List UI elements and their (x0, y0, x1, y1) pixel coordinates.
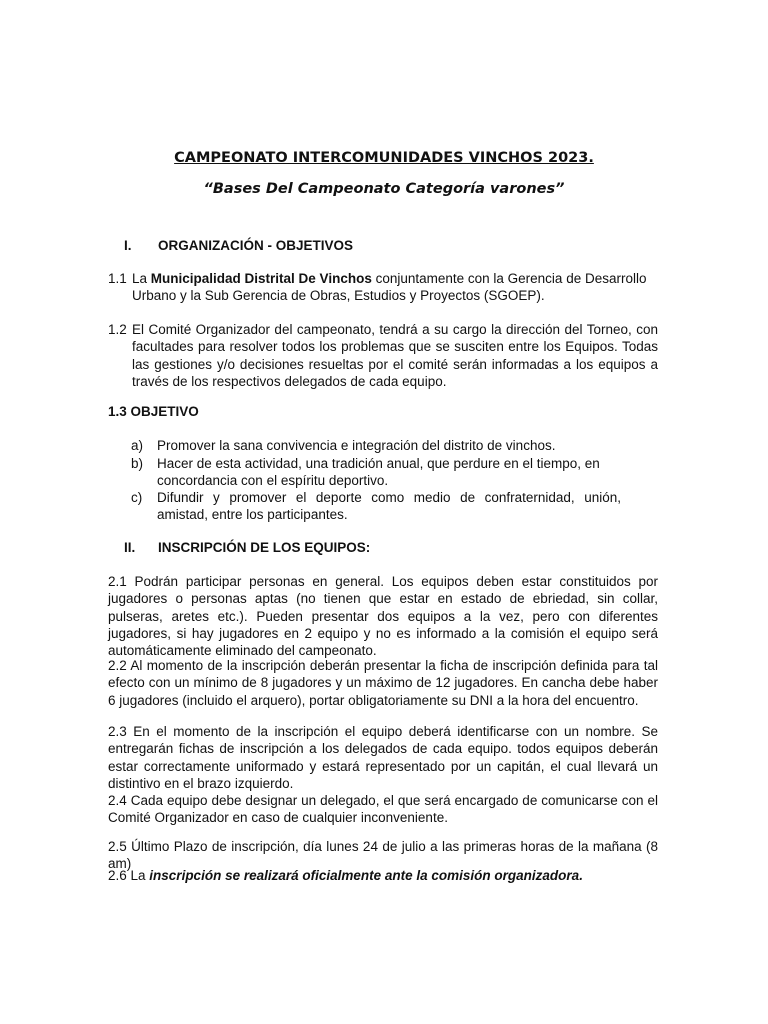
objetivo-item-a-letter: a) (131, 438, 144, 453)
section-2-number: II. (124, 540, 136, 555)
section-1-title: ORGANIZACIÓN - OBJETIVOS (158, 238, 354, 253)
objetivo-item-b-letter: b) (131, 456, 144, 471)
objetivo-item-a-text: Promover la sana convivencia e integración del distrito de vinchos. (157, 438, 556, 453)
paragraph-2-6 (108, 867, 658, 884)
paragraph-1-2 (108, 321, 658, 390)
section-1-number: I. (124, 238, 132, 253)
paragraph-1-1-post: conjuntamente con la Gerencia de Desarrollo Urbano y la Sub Gerencia de Obras, Estudios y Proyectos (SGOEP). (132, 271, 647, 304)
paragraph-1-1-number: 1.1 (108, 271, 127, 286)
paragraph-2-6-pre: 2.6 La (108, 868, 150, 883)
objetivo-item-a (131, 437, 659, 454)
document-subtitle: “Bases Del Campeonato Categoría varones” (203, 181, 565, 197)
paragraph-2-5: 2.5 Último Plazo de inscripción, día lunes 24 de julio a las primeras horas de la mañana (8 am) (108, 839, 658, 872)
objetivo-item-c-text: Difundir y promover el deporte como medio de confraternidad, unión, amistad, entre los participantes. (157, 490, 621, 523)
paragraph-1-1-pre: La (132, 271, 151, 286)
paragraph-1-1 (108, 270, 658, 305)
paragraph-1-1-bold: Municipalidad Distrital De Vinchos (150, 271, 372, 286)
objetivo-item-c-letter: c) (131, 490, 143, 505)
objetivo-item-b (131, 455, 659, 490)
section-2-title: INSCRIPCIÓN DE LOS EQUIPOS: (158, 540, 371, 555)
paragraph-2-6-emphasis: inscripción se realizará oficialmente ante la comisión organizadora. (149, 868, 583, 883)
paragraph-2-4: 2.4 Cada equipo debe designar un delegado, el que será encargado de comunicarse con el Comité Organizador en caso de cualquier inconveniente. (108, 793, 658, 826)
objetivo-item-c (131, 489, 621, 524)
paragraph-1-2-number: 1.2 (108, 322, 127, 337)
paragraph-2-2: 2.2 Al momento de la inscripción deberán presentar la ficha de inscripción definida para tal efecto con un mínimo de 8 jugadores y un máximo de 12 jugadores. En cancha debe haber 6 jugadores (incluido el arquero), portar obligatoriamente su DNI a la hora del encuentro. (108, 658, 658, 708)
paragraph-1-2-text: El Comité Organizador del campeonato, tendrá a su cargo la dirección del Torneo, con facultades para resolver todos los problemas que se susciten entre los Equipos. Todas las gestiones y/o decisiones resueltas por el comité serán informadas a los equipos a través de los respectivos delegados de cada equipo. (132, 322, 658, 389)
document-title: CAMPEONATO INTERCOMUNIDADES VINCHOS 2023. (174, 150, 594, 166)
objetivo-heading: 1.3 OBJETIVO (108, 404, 199, 419)
paragraph-2-1: 2.1 Podrán participar personas en general. Los equipos deben estar constituidos por jugadores o personas aptas (no tienen que estar en estado de ebriedad, sin collar, pulseras, aretes etc.). Pueden presentar dos equipos a la vez, pero con diferentes jugadores, si hay jugadores en 2 equipo y no es informado a la comisión el equipo será automáticamente eliminado del campeonato. (108, 574, 658, 659)
objetivo-item-b-text: Hacer de esta actividad, una tradición anual, que perdure en el tiempo, en concordancia con el espíritu deportivo. (157, 456, 600, 489)
paragraph-2-3: 2.3 En el momento de la inscripción el equipo deberá identificarse con un nombre. Se entregarán fichas de inscripción a los delegados de cada equipo. todos equipos deberán estar correctamente uniformado y estará representado por un capitán, el cual llevará un distintivo en el brazo izquierdo. (108, 724, 658, 791)
